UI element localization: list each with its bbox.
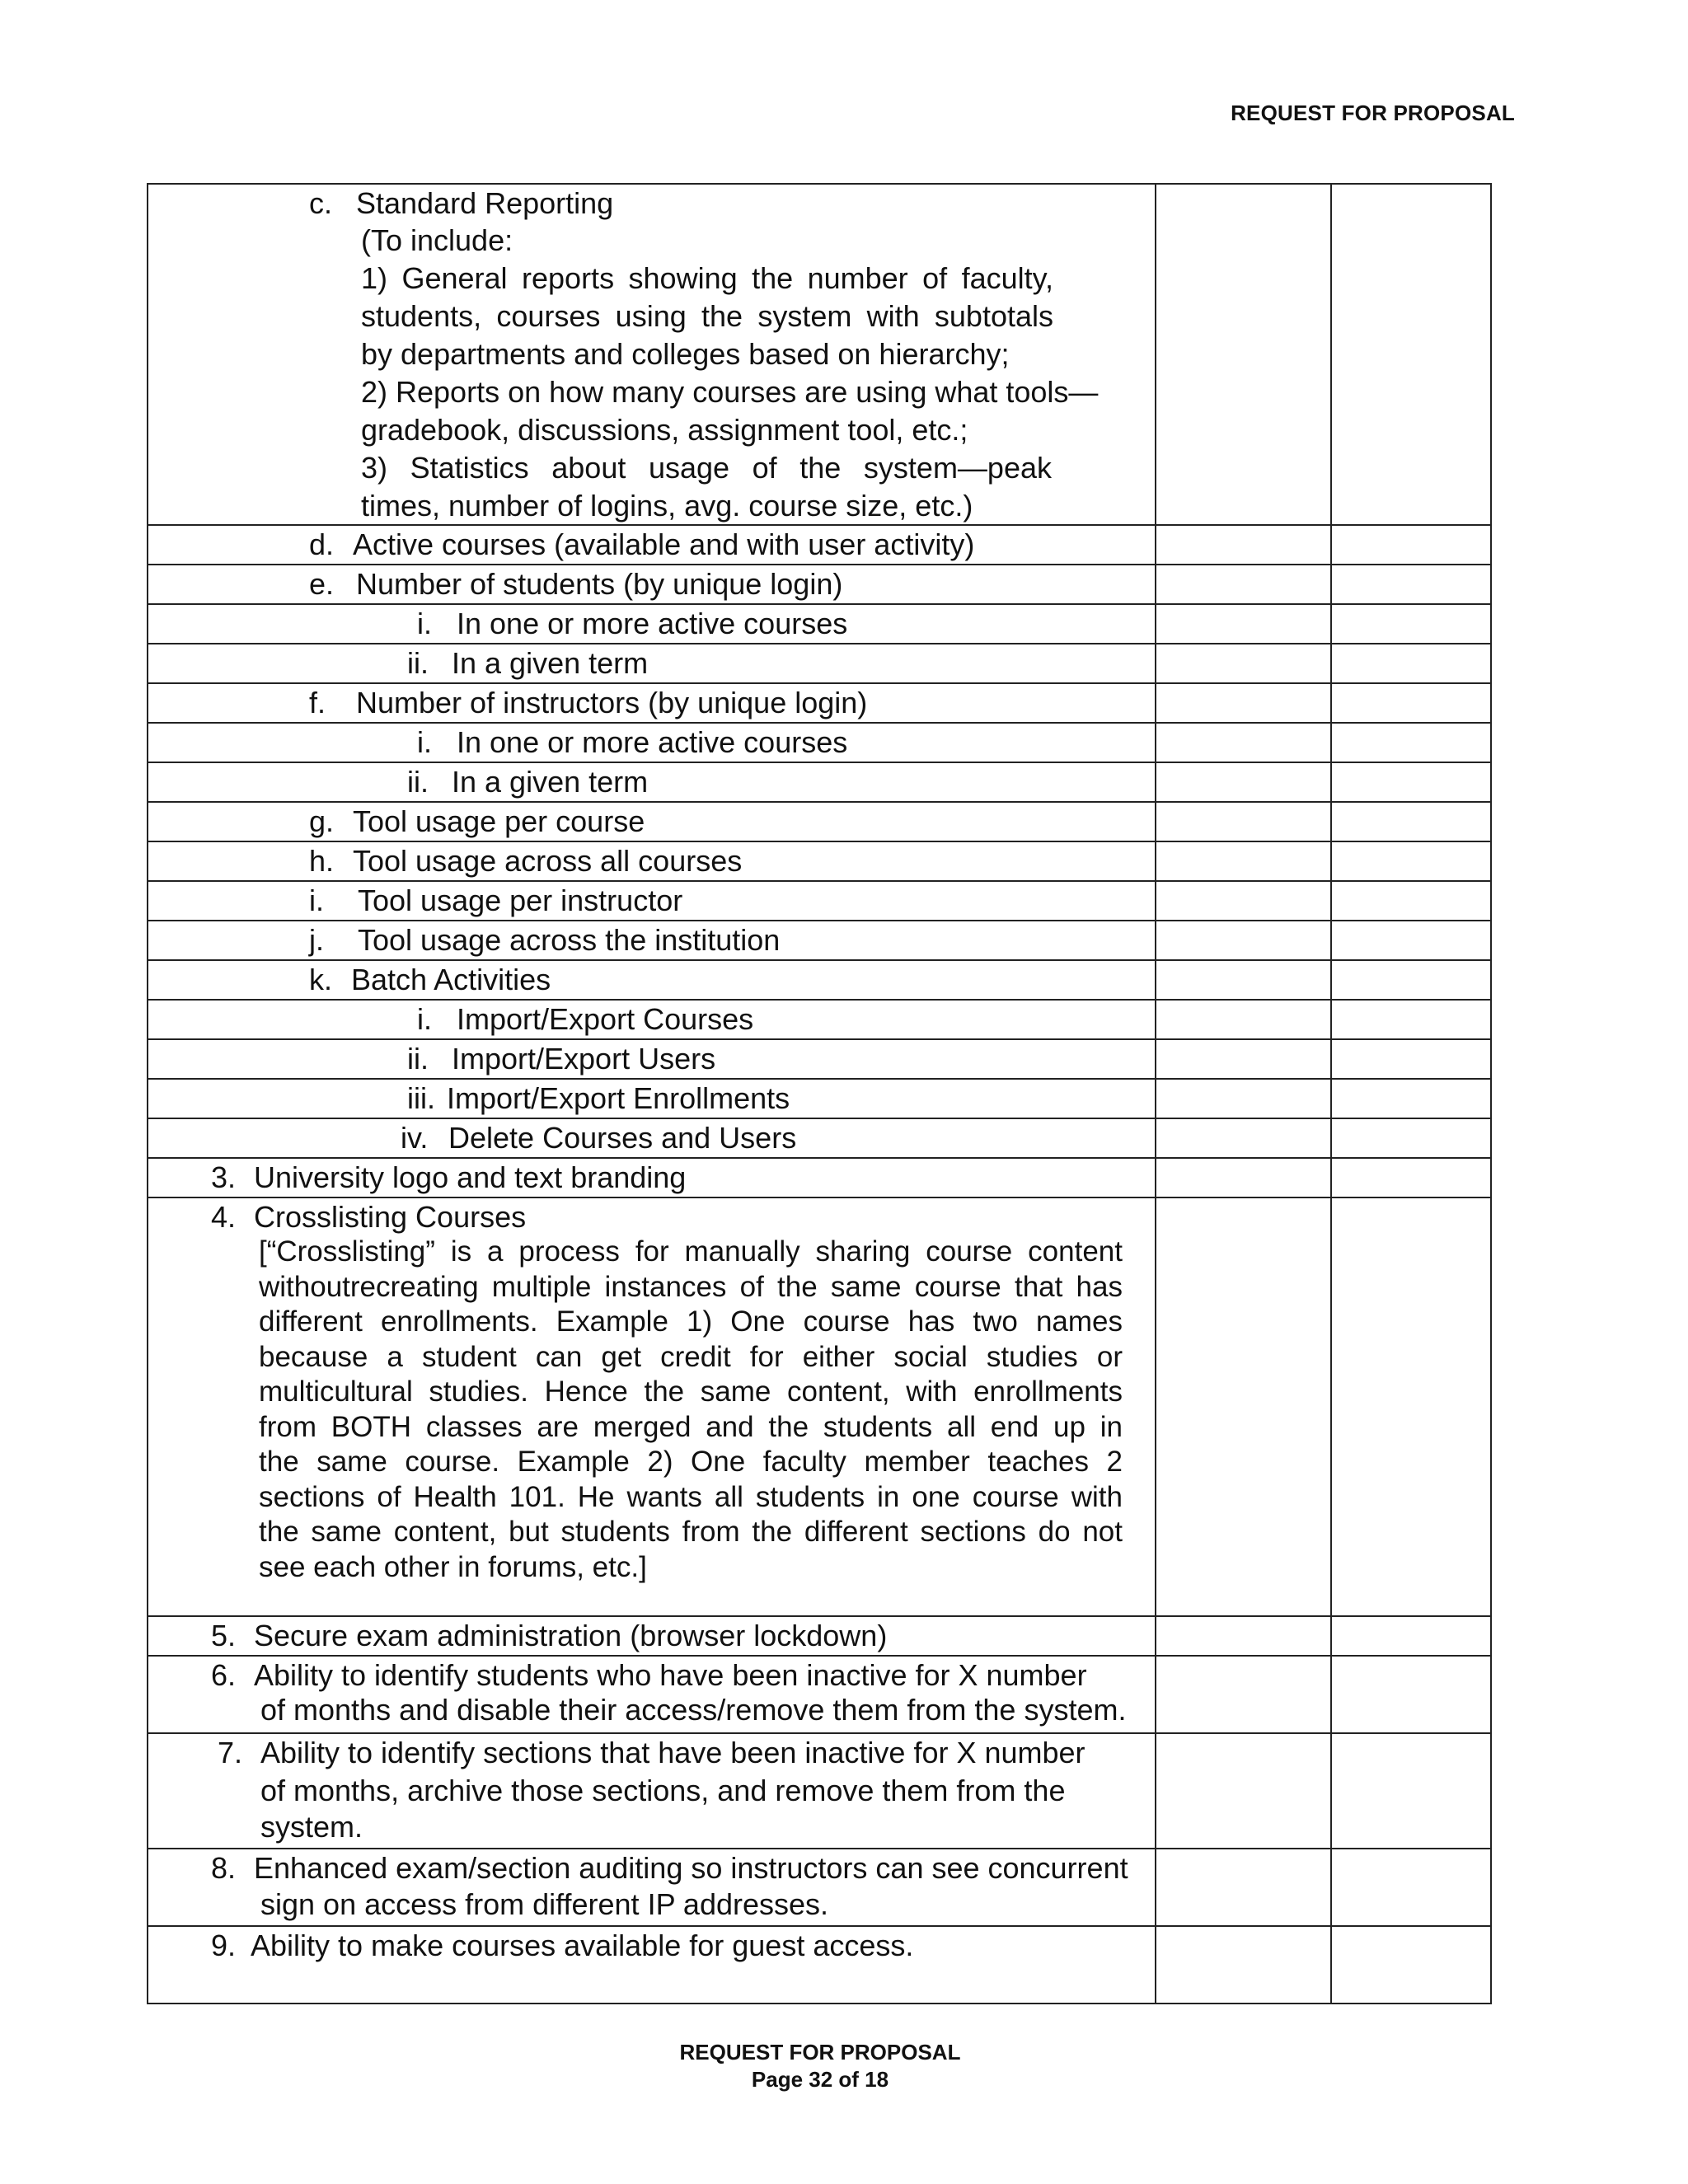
notes-cell[interactable] bbox=[1331, 1926, 1491, 2004]
response-cell[interactable] bbox=[1156, 644, 1331, 683]
response-cell[interactable] bbox=[1156, 1118, 1331, 1158]
page-number: Page 32 of 18 bbox=[751, 2067, 889, 2092]
page-header: REQUEST FOR PROPOSAL bbox=[1231, 101, 1515, 125]
item-title: Crosslisting Courses bbox=[254, 1200, 527, 1234]
requirement-cell bbox=[148, 1158, 1156, 1197]
notes-cell[interactable] bbox=[1331, 802, 1491, 841]
requirement-cell bbox=[148, 960, 1156, 1000]
item-marker: 6. bbox=[211, 1658, 237, 1692]
notes-cell[interactable] bbox=[1331, 723, 1491, 762]
requirement-cell bbox=[148, 644, 1156, 683]
table-row bbox=[148, 1733, 1491, 1849]
requirement-cell bbox=[148, 1039, 1156, 1079]
response-cell[interactable] bbox=[1156, 1158, 1331, 1197]
notes-cell[interactable] bbox=[1331, 762, 1491, 802]
item-marker: d. bbox=[309, 527, 335, 561]
item-marker: iii. bbox=[407, 1081, 435, 1115]
response-cell[interactable] bbox=[1156, 841, 1331, 881]
item-text: Active courses (available and with user activity) bbox=[353, 527, 975, 561]
requirement-cell bbox=[148, 184, 1156, 525]
notes-cell[interactable] bbox=[1331, 1733, 1491, 1849]
notes-cell[interactable] bbox=[1331, 1039, 1491, 1079]
item-marker: 7. bbox=[218, 1736, 243, 1769]
item-marker: 3. bbox=[211, 1160, 237, 1194]
notes-cell[interactable] bbox=[1331, 1118, 1491, 1158]
response-cell[interactable] bbox=[1156, 1039, 1331, 1079]
item-text: Number of instructors (by unique login) bbox=[356, 686, 868, 719]
item-text: Ability to make courses available for guest access. bbox=[251, 1929, 914, 1962]
item-marker: 5. bbox=[211, 1619, 237, 1652]
requirement-cell bbox=[148, 1000, 1156, 1039]
notes-cell[interactable] bbox=[1331, 1616, 1491, 1656]
item-marker: i. bbox=[417, 1002, 432, 1036]
response-cell[interactable] bbox=[1156, 762, 1331, 802]
response-cell[interactable] bbox=[1156, 960, 1331, 1000]
item-text: Ability to identify sections that have been inactive for X number bbox=[260, 1736, 1085, 1769]
response-cell[interactable] bbox=[1156, 184, 1331, 525]
table-row bbox=[148, 604, 1491, 644]
response-cell[interactable] bbox=[1156, 1926, 1331, 2004]
table-row bbox=[148, 1656, 1491, 1733]
requirement-cell bbox=[148, 565, 1156, 604]
item-marker: iv. bbox=[401, 1121, 429, 1155]
item-text: Ability to identify students who have been inactive for X number bbox=[254, 1658, 1087, 1692]
notes-cell[interactable] bbox=[1331, 1000, 1491, 1039]
item-title: Standard Reporting bbox=[356, 186, 614, 220]
table-row bbox=[148, 921, 1491, 960]
notes-cell[interactable] bbox=[1331, 1849, 1491, 1926]
table-row bbox=[148, 1926, 1491, 2004]
table-row bbox=[148, 841, 1491, 881]
notes-cell[interactable] bbox=[1331, 525, 1491, 565]
item-text: Import/Export Enrollments bbox=[447, 1081, 790, 1115]
response-cell[interactable] bbox=[1156, 723, 1331, 762]
table-row bbox=[148, 565, 1491, 604]
item-marker: h. bbox=[309, 844, 335, 878]
item-text: In one or more active courses bbox=[457, 725, 848, 759]
table-row bbox=[148, 802, 1491, 841]
notes-cell[interactable] bbox=[1331, 604, 1491, 644]
requirement-cell bbox=[148, 921, 1156, 960]
item-text: Enhanced exam/section auditing so instructors can see concurrent bbox=[254, 1851, 1128, 1885]
notes-cell[interactable] bbox=[1331, 1158, 1491, 1197]
table-row bbox=[148, 1079, 1491, 1118]
item-text: Number of students (by unique login) bbox=[356, 567, 843, 601]
notes-cell[interactable] bbox=[1331, 1656, 1491, 1733]
table-row bbox=[148, 960, 1491, 1000]
notes-cell[interactable] bbox=[1331, 960, 1491, 1000]
item-text: system. bbox=[260, 1810, 363, 1844]
requirement-cell bbox=[148, 723, 1156, 762]
item-text: Secure exam administration (browser lockdown) bbox=[254, 1619, 888, 1652]
table-row bbox=[148, 1000, 1491, 1039]
table-row bbox=[148, 184, 1491, 525]
requirement-cell bbox=[148, 604, 1156, 644]
item-marker: i. bbox=[417, 725, 432, 759]
item-marker: ii. bbox=[407, 646, 429, 680]
table-row bbox=[148, 1039, 1491, 1079]
response-cell[interactable] bbox=[1156, 525, 1331, 565]
table-row bbox=[148, 1158, 1491, 1197]
requirement-cell bbox=[148, 881, 1156, 921]
item-text: In a given term bbox=[452, 765, 649, 799]
item-text: Delete Courses and Users bbox=[448, 1121, 797, 1155]
item-text: In one or more active courses bbox=[457, 607, 848, 640]
item-marker: g. bbox=[309, 804, 335, 838]
table-row bbox=[148, 1616, 1491, 1656]
item-description: (To include: 1) General reports showing the number of faculty, students, courses using the system with subtotals by departments and colleges based on hierarchy; 2) Reports on how many courses are using what tools— gradebook, discussions, assignment tool, etc.; 3) Statistics about usage of the system—peak times, number of logins, avg. course size, etc.) bbox=[361, 223, 1099, 523]
response-cell[interactable] bbox=[1156, 1849, 1331, 1926]
response-cell[interactable] bbox=[1156, 1000, 1331, 1039]
requirement-cell bbox=[148, 1656, 1156, 1733]
notes-cell[interactable] bbox=[1331, 565, 1491, 604]
item-text: In a given term bbox=[452, 646, 649, 680]
item-text: Batch Activities bbox=[351, 963, 551, 996]
requirement-cell bbox=[148, 1079, 1156, 1118]
requirement-cell bbox=[148, 1926, 1156, 2004]
requirement-cell bbox=[148, 1733, 1156, 1849]
item-text: Import/Export Courses bbox=[457, 1002, 754, 1036]
page-footer bbox=[0, 2039, 1640, 2093]
item-marker: c. bbox=[309, 186, 333, 220]
item-marker: i. bbox=[309, 883, 324, 917]
table-row bbox=[148, 1849, 1491, 1926]
response-cell[interactable] bbox=[1156, 1656, 1331, 1733]
item-text: Tool usage across all courses bbox=[353, 844, 743, 878]
item-marker: j. bbox=[309, 923, 324, 957]
item-marker: 4. bbox=[211, 1200, 237, 1234]
item-text: Tool usage per instructor bbox=[358, 883, 683, 917]
item-text: Tool usage across the institution bbox=[358, 923, 781, 957]
response-cell[interactable] bbox=[1156, 802, 1331, 841]
table-row bbox=[148, 1118, 1491, 1158]
response-cell[interactable] bbox=[1156, 604, 1331, 644]
table-row bbox=[148, 525, 1491, 565]
item-description: [“Crosslisting” is a process for manually sharing course content withoutrecreating multiple instances of the same course that has different enrollments. Example 1) One course has two names because a student can get credit for either social studies or multicultural studies. Hence the same content, with enrollments from BOTH classes are merged and the students all end up in the same course. Example 2) One faculty member teaches 2 sections of Health 101. He wants all students in one course with the same content, but students from the different sections do not see each other in forums, etc.] bbox=[259, 1235, 1123, 1583]
table-row bbox=[148, 644, 1491, 683]
notes-cell[interactable] bbox=[1331, 683, 1491, 723]
item-marker: k. bbox=[309, 963, 333, 996]
requirement-cell bbox=[148, 525, 1156, 565]
item-marker: e. bbox=[309, 567, 335, 601]
item-marker: ii. bbox=[407, 765, 429, 799]
requirement-cell bbox=[148, 1197, 1156, 1616]
response-cell[interactable] bbox=[1156, 565, 1331, 604]
item-text: sign on access from different IP addresses. bbox=[260, 1887, 829, 1921]
item-text: of months, archive those sections, and remove them from the bbox=[260, 1774, 1066, 1807]
table-row bbox=[148, 683, 1491, 723]
response-cell[interactable] bbox=[1156, 1616, 1331, 1656]
item-marker: ii. bbox=[407, 1042, 429, 1076]
item-text: Import/Export Users bbox=[452, 1042, 716, 1076]
requirements-table bbox=[147, 183, 1492, 2004]
response-cell[interactable] bbox=[1156, 921, 1331, 960]
notes-cell[interactable] bbox=[1331, 1079, 1491, 1118]
response-cell[interactable] bbox=[1156, 881, 1331, 921]
notes-cell[interactable] bbox=[1331, 841, 1491, 881]
requirement-cell bbox=[148, 1616, 1156, 1656]
notes-cell[interactable] bbox=[1331, 1197, 1491, 1616]
item-marker: i. bbox=[417, 607, 432, 640]
response-cell[interactable] bbox=[1156, 1079, 1331, 1118]
item-marker: 8. bbox=[211, 1851, 237, 1885]
table-row bbox=[148, 762, 1491, 802]
requirement-cell bbox=[148, 762, 1156, 802]
requirement-cell bbox=[148, 841, 1156, 881]
item-text: University logo and text branding bbox=[254, 1160, 687, 1194]
requirement-cell bbox=[148, 683, 1156, 723]
item-text: of months and disable their access/remove them from the system. bbox=[260, 1693, 1127, 1727]
item-marker: 9. bbox=[211, 1929, 237, 1962]
table-row bbox=[148, 1197, 1491, 1616]
response-cell[interactable] bbox=[1156, 1733, 1331, 1849]
requirement-cell bbox=[148, 1849, 1156, 1926]
table-row bbox=[148, 723, 1491, 762]
requirement-cell bbox=[148, 1118, 1156, 1158]
notes-cell[interactable] bbox=[1331, 184, 1491, 525]
notes-cell[interactable] bbox=[1331, 644, 1491, 683]
item-text: Tool usage per course bbox=[353, 804, 645, 838]
item-marker: f. bbox=[309, 686, 326, 719]
response-cell[interactable] bbox=[1156, 683, 1331, 723]
notes-cell[interactable] bbox=[1331, 881, 1491, 921]
table-row bbox=[148, 881, 1491, 921]
notes-cell[interactable] bbox=[1331, 921, 1491, 960]
footer-title: REQUEST FOR PROPOSAL bbox=[679, 2040, 961, 2064]
response-cell[interactable] bbox=[1156, 1197, 1331, 1616]
requirement-cell bbox=[148, 802, 1156, 841]
